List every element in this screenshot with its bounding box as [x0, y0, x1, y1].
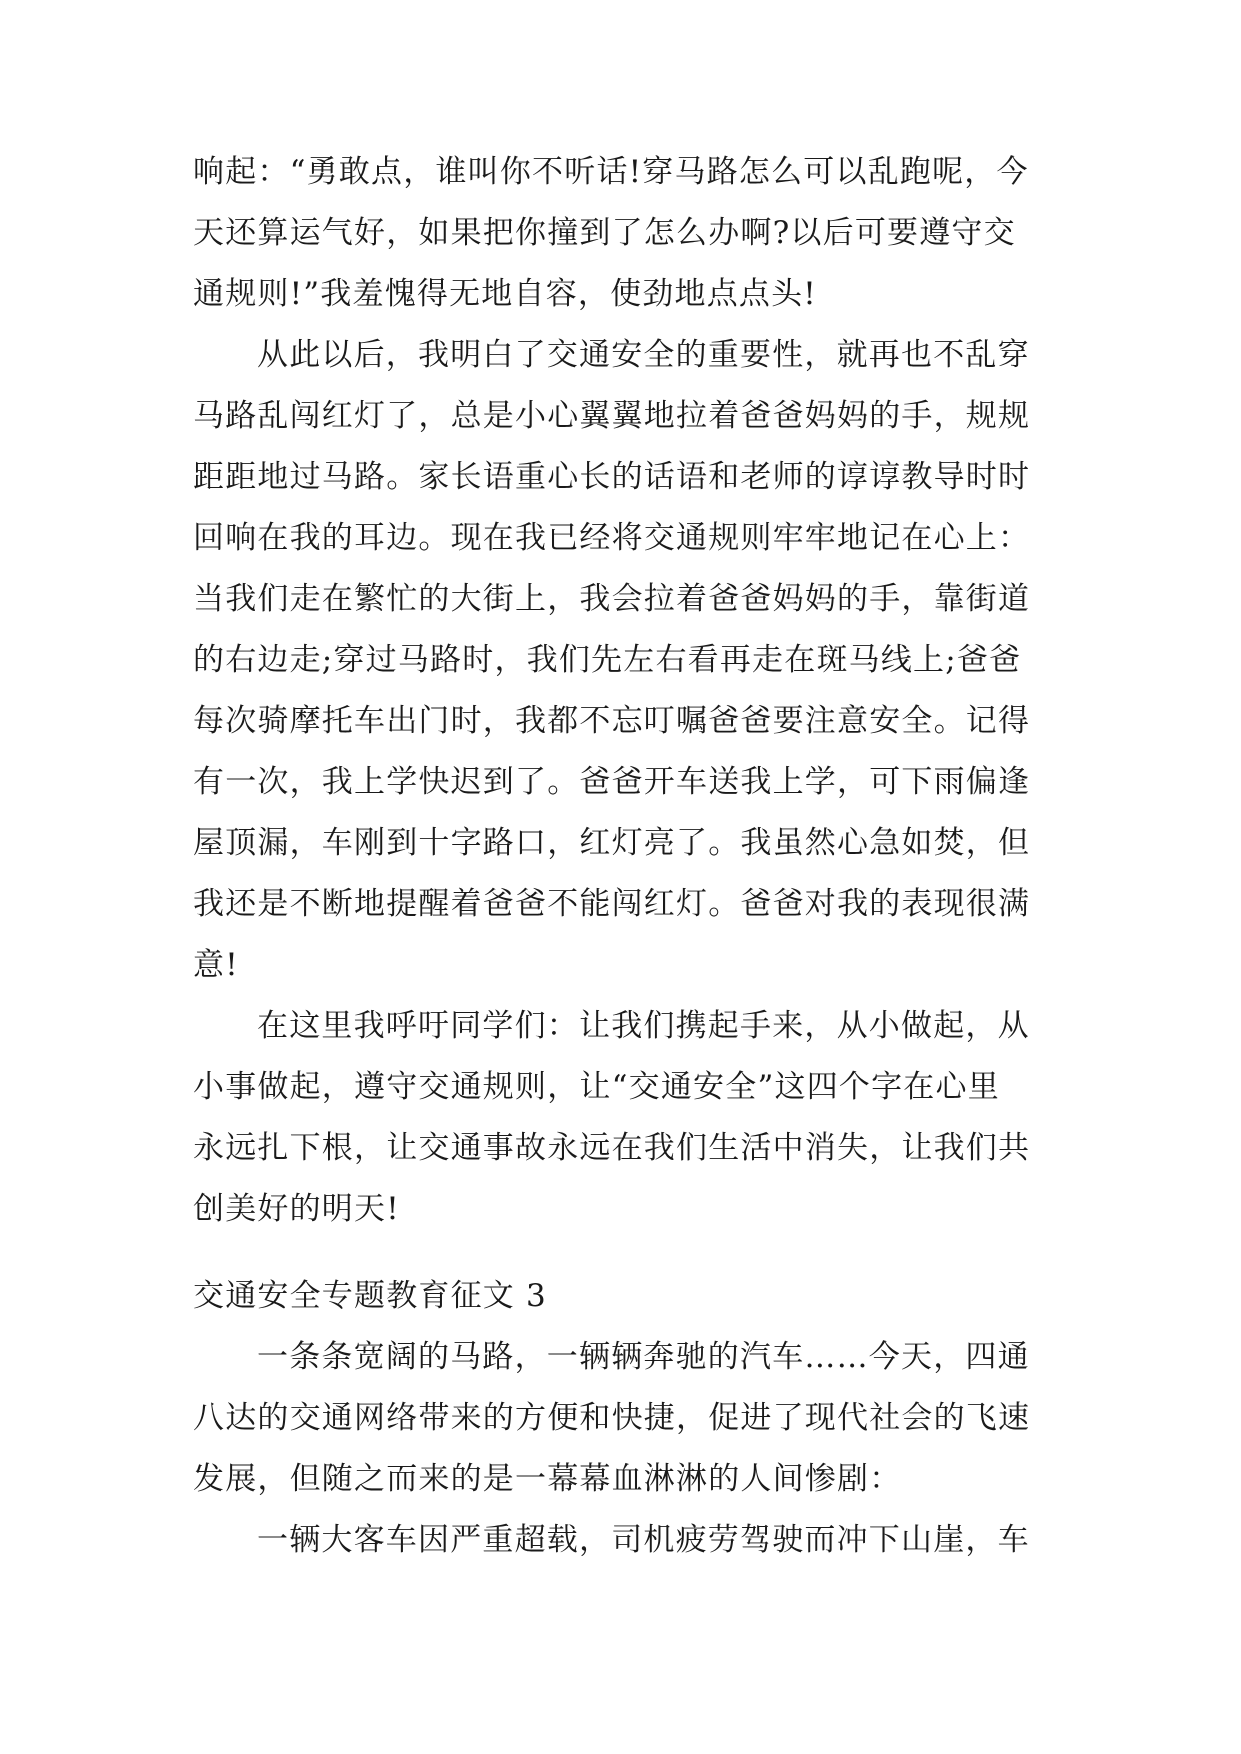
paragraph-line: 马路乱闯红灯了，总是小心翼翼地拉着爸爸妈妈的手，规规 — [193, 398, 1031, 434]
paragraph-line: 响起：“勇敢点，谁叫你不听话!穿马路怎么可以乱跑呢，今 — [193, 154, 1029, 190]
paragraph-line: 八达的交通网络带来的方便和快捷，促进了现代社会的飞速 — [193, 1400, 1031, 1436]
paragraph-line: 每次骑摩托车出门时，我都不忘叮嘱爸爸要注意安全。记得 — [193, 703, 1031, 739]
essay-body-bottom — [193, 1327, 1063, 1571]
paragraph-line: 小事做起，遵守交通规则，让“交通安全”这四个字在心里 — [193, 1069, 1000, 1105]
paragraph-line: 永远扎下根，让交通事故永远在我们生活中消失，让我们共 — [193, 1130, 1031, 1166]
paragraph-line: 创美好的明天! — [193, 1191, 400, 1227]
paragraph-line: 通规则!”我羞愧得无地自容，使劲地点点头! — [193, 276, 817, 312]
paragraph-line: 发展，但随之而来的是一幕幕血淋淋的人间惨剧： — [193, 1461, 902, 1497]
section-heading: 交通安全专题教育征文 3 — [193, 1278, 547, 1314]
paragraph-line: 屋顶漏，车刚到十字路口，红灯亮了。我虽然心急如焚，但 — [193, 825, 1031, 861]
paragraph-line: 有一次，我上学快迟到了。爸爸开车送我上学，可下雨偏逢 — [193, 764, 1031, 800]
paragraph-first-line: 从此以后，我明白了交通安全的重要性，就再也不乱穿 — [257, 337, 1030, 373]
paragraph-line: 距距地过马路。家长语重心长的话语和老师的谆谆教导时时 — [193, 459, 1031, 495]
paragraph-first-line: 一条条宽阔的马路，一辆辆奔驰的汽车……今天，四通 — [257, 1339, 1030, 1375]
paragraph-line: 意! — [193, 947, 239, 983]
paragraph-first-line: 在这里我呼吁同学们：让我们携起手来，从小做起，从 — [257, 1008, 1030, 1044]
paragraph-line: 天还算运气好，如果把你撞到了怎么办啊?以后可要遵守交 — [193, 215, 1016, 251]
essay-body-top — [193, 142, 1063, 1240]
paragraph-line: 回响在我的耳边。现在我已经将交通规则牢牢地记在心上： — [193, 520, 1031, 556]
paragraph-line: 我还是不断地提醒着爸爸不能闯红灯。爸爸对我的表现很满 — [193, 886, 1031, 922]
paragraph-line: 的右边走;穿过马路时，我们先左右看再走在斑马线上;爸爸 — [193, 642, 1022, 678]
paragraph-line: 当我们走在繁忙的大街上，我会拉着爸爸妈妈的手，靠街道 — [193, 581, 1031, 617]
paragraph-first-line: 一辆大客车因严重超载，司机疲劳驾驶而冲下山崖，车 — [257, 1522, 1030, 1558]
